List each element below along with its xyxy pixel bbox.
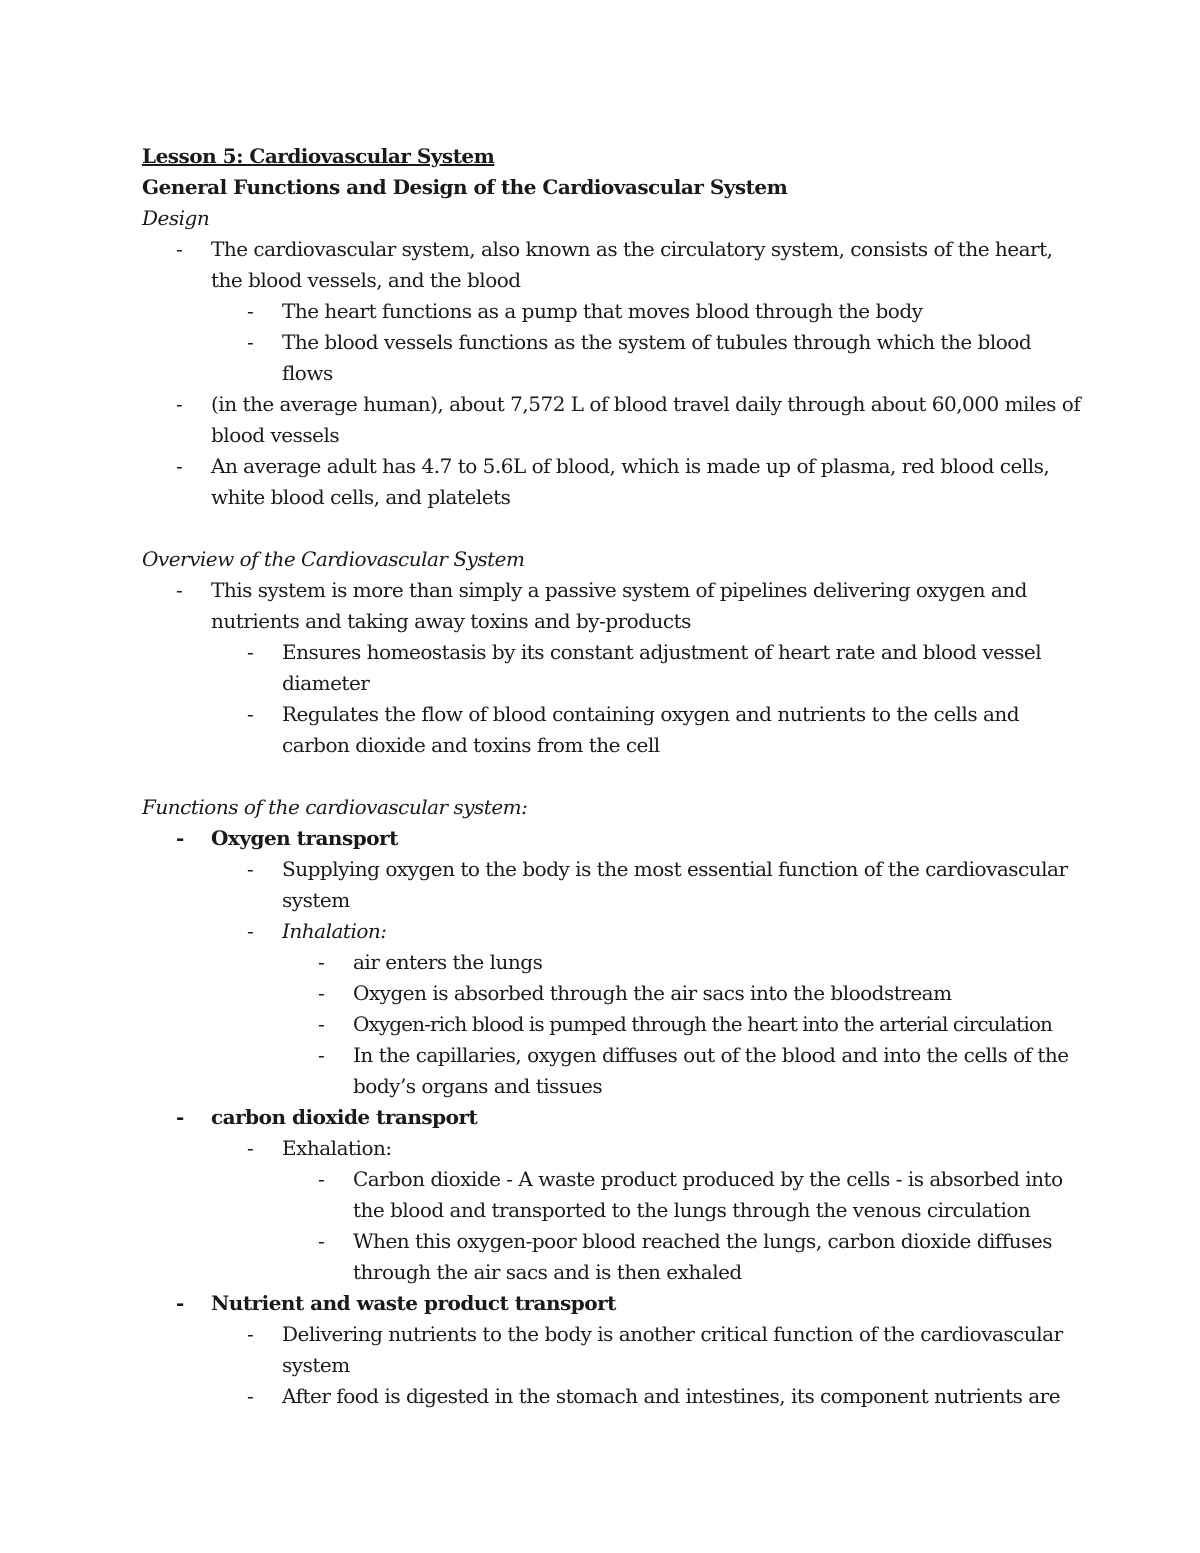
list-item: - This system is more than simply a passive system of pipelines delivering oxygen and nutrients and taking away toxins and by-products	[142, 575, 1082, 637]
list-item: - When this oxygen-poor blood reached the lungs, carbon dioxide diffuses through the air sacs and is then exhaled	[142, 1226, 1082, 1288]
bullet-dash: -	[247, 299, 254, 323]
list-item: - The heart functions as a pump that moves blood through the body	[142, 296, 1082, 327]
bullet-dash: -	[247, 330, 254, 354]
bullet-dash: -	[247, 1136, 254, 1160]
bullet-dash: -	[318, 1167, 325, 1191]
overview-heading: Overview of the Cardiovascular System	[142, 547, 525, 571]
list-item: - Ensures homeostasis by its constant adjustment of heart rate and blood vessel diameter	[142, 637, 1082, 699]
list-item: - The blood vessels functions as the system of tubules through which the blood flows	[142, 327, 1082, 389]
bullet-dash: -	[176, 826, 184, 850]
list-item: - Exhalation:	[142, 1133, 1082, 1164]
bullet-dash: -	[247, 1384, 254, 1408]
spacer	[142, 761, 1082, 792]
design-list	[142, 234, 1082, 513]
list-item: - Supplying oxygen to the body is the most essential function of the cardiovascular system	[142, 854, 1082, 916]
bullet-dash: -	[318, 950, 325, 974]
list-item: - Oxygen transport	[142, 823, 1082, 854]
bullet-dash: -	[247, 1322, 254, 1346]
bullet-dash: -	[247, 702, 254, 726]
list-item: - Nutrient and waste product transport	[142, 1288, 1082, 1319]
overview-list	[142, 575, 1082, 761]
bullet-dash: -	[176, 1105, 184, 1129]
bullet-dash: -	[318, 1043, 325, 1067]
list-item: - Oxygen-rich blood is pumped through the heart into the arterial circulation	[142, 1009, 1082, 1040]
bullet-dash: -	[318, 1229, 325, 1253]
list-item: - Regulates the flow of blood containing oxygen and nutrients to the cells and carbon dioxide and toxins from the cell	[142, 699, 1082, 761]
list-item: - Carbon dioxide - A waste product produced by the cells - is absorbed into the blood and transported to the lungs through the venous circulation	[142, 1164, 1082, 1226]
list-item: - The cardiovascular system, also known as the circulatory system, consists of the heart, the blood vessels, and the blood	[142, 234, 1082, 296]
list-item: - Oxygen is absorbed through the air sacs into the bloodstream	[142, 978, 1082, 1009]
bullet-dash: -	[318, 981, 325, 1005]
list-item: - In the capillaries, oxygen diffuses out of the blood and into the cells of the body’s organs and tissues	[142, 1040, 1082, 1102]
list-item: - An average adult has 4.7 to 5.6L of blood, which is made up of plasma, red blood cells, white blood cells, and platelets	[142, 451, 1082, 513]
document-content	[142, 141, 1082, 1412]
spacer	[142, 513, 1082, 544]
list-item: - Delivering nutrients to the body is another critical function of the cardiovascular system	[142, 1319, 1082, 1381]
bullet-dash: -	[176, 578, 183, 602]
list-item: - (in the average human), about 7,572 L of blood travel daily through about 60,000 miles of blood vessels	[142, 389, 1082, 451]
list-item: - carbon dioxide transport	[142, 1102, 1082, 1133]
list-item: - Inhalation:	[142, 916, 1082, 947]
bullet-dash: -	[176, 454, 183, 478]
bullet-dash: -	[318, 1012, 325, 1036]
lesson-title: Lesson 5: Cardiovascular System	[142, 144, 495, 168]
functions-heading: Functions of the cardiovascular system:	[142, 795, 528, 819]
bullet-dash: -	[176, 237, 183, 261]
list-item: - After food is digested in the stomach and intestines, its component nutrients are	[142, 1381, 1082, 1412]
design-heading: Design	[142, 206, 210, 230]
bullet-dash: -	[247, 640, 254, 664]
section-title: General Functions and Design of the Cardiovascular System	[142, 175, 788, 199]
bullet-dash: -	[247, 919, 254, 943]
list-item: - air enters the lungs	[142, 947, 1082, 978]
bullet-dash: -	[176, 1291, 184, 1315]
bullet-dash: -	[176, 392, 183, 416]
bullet-dash: -	[247, 857, 254, 881]
functions-list	[142, 823, 1082, 1412]
